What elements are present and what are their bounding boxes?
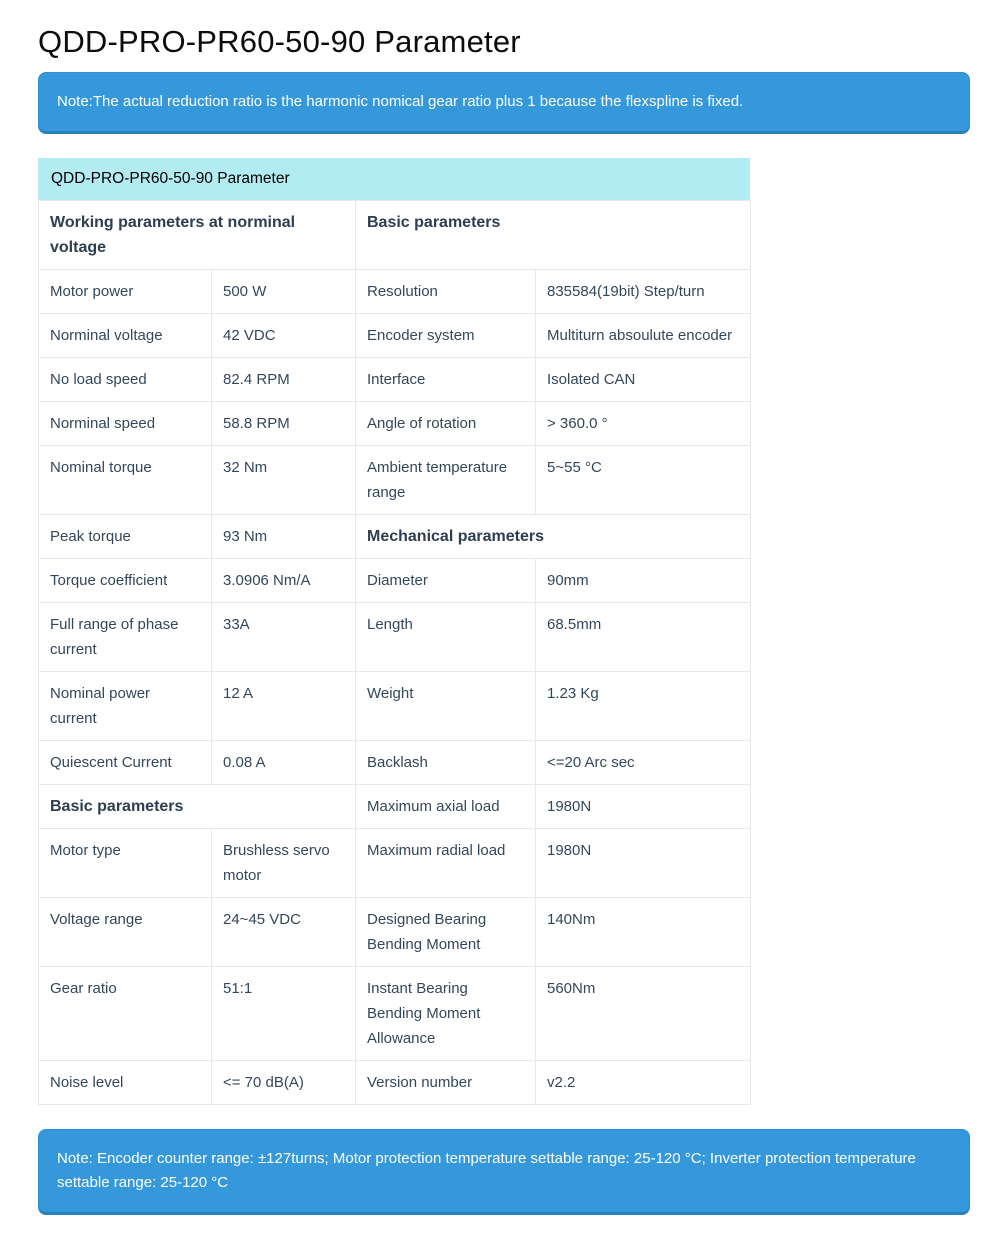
param-value-cell: 58.8 RPM bbox=[212, 402, 356, 446]
section-header-cell: Basic parameters bbox=[39, 785, 356, 829]
param-value-cell: 1.23 Kg bbox=[536, 672, 751, 741]
param-value-cell: 12 A bbox=[212, 672, 356, 741]
param-name-cell: Backlash bbox=[356, 741, 536, 785]
param-name-cell: Norminal speed bbox=[39, 402, 212, 446]
parameter-table bbox=[38, 200, 751, 1105]
param-value-cell: 560Nm bbox=[536, 967, 751, 1061]
param-name-cell: Length bbox=[356, 603, 536, 672]
param-name-cell: Nominal power current bbox=[39, 672, 212, 741]
table-row bbox=[39, 741, 751, 785]
param-name-cell: Peak torque bbox=[39, 515, 212, 559]
table-row bbox=[39, 402, 751, 446]
param-value-cell: Brushless servo motor bbox=[212, 829, 356, 898]
section-header-cell: Working parameters at norminal voltage bbox=[39, 201, 356, 270]
param-value-cell: 0.08 A bbox=[212, 741, 356, 785]
param-value-cell: 82.4 RPM bbox=[212, 358, 356, 402]
param-value-cell: 24~45 VDC bbox=[212, 898, 356, 967]
bottom-note-banner bbox=[38, 1129, 970, 1215]
table-row bbox=[39, 446, 751, 515]
top-note-banner bbox=[38, 72, 970, 134]
table-row bbox=[39, 358, 751, 402]
table-row bbox=[39, 785, 751, 829]
param-name-cell: Angle of rotation bbox=[356, 402, 536, 446]
param-name-cell: Version number bbox=[356, 1061, 536, 1105]
bottom-note-text: Note: Encoder counter range: ±127turns; Motor protection temperature settable range: 25-120 °C; Inverter protection temperature settable range: 25-120 °C bbox=[57, 1150, 916, 1191]
param-name-cell: Interface bbox=[356, 358, 536, 402]
param-name-cell: Encoder system bbox=[356, 314, 536, 358]
param-name-cell: Torque coefficient bbox=[39, 559, 212, 603]
table-row bbox=[39, 829, 751, 898]
table-row bbox=[39, 201, 751, 270]
param-value-cell: 51:1 bbox=[212, 967, 356, 1061]
table-row bbox=[39, 967, 751, 1061]
parameter-table-body bbox=[39, 201, 751, 1105]
param-name-cell: Instant Bearing Bending Moment Allowance bbox=[356, 967, 536, 1061]
param-value-cell: 1980N bbox=[536, 829, 751, 898]
param-name-cell: Quiescent Current bbox=[39, 741, 212, 785]
param-name-cell: Ambient temperature range bbox=[356, 446, 536, 515]
param-name-cell: Motor power bbox=[39, 270, 212, 314]
table-row bbox=[39, 559, 751, 603]
table-row bbox=[39, 270, 751, 314]
param-name-cell: Maximum axial load bbox=[356, 785, 536, 829]
param-name-cell: Voltage range bbox=[39, 898, 212, 967]
param-value-cell: Isolated CAN bbox=[536, 358, 751, 402]
param-name-cell: Maximum radial load bbox=[356, 829, 536, 898]
param-value-cell: 1980N bbox=[536, 785, 751, 829]
param-value-cell: 500 W bbox=[212, 270, 356, 314]
param-value-cell: 140Nm bbox=[536, 898, 751, 967]
param-value-cell: v2.2 bbox=[536, 1061, 751, 1105]
param-name-cell: Diameter bbox=[356, 559, 536, 603]
param-value-cell: 33A bbox=[212, 603, 356, 672]
param-name-cell: No load speed bbox=[39, 358, 212, 402]
param-value-cell: Multiturn absoulute encoder bbox=[536, 314, 751, 358]
table-row bbox=[39, 515, 751, 559]
param-value-cell: <=20 Arc sec bbox=[536, 741, 751, 785]
param-value-cell: > 360.0 ° bbox=[536, 402, 751, 446]
param-name-cell: Norminal voltage bbox=[39, 314, 212, 358]
param-name-cell: Gear ratio bbox=[39, 967, 212, 1061]
param-value-cell: 32 Nm bbox=[212, 446, 356, 515]
page-title: QDD-PRO-PR60-50-90 Parameter bbox=[38, 24, 521, 59]
param-name-cell: Resolution bbox=[356, 270, 536, 314]
top-note-text: Note:The actual reduction ratio is the harmonic nomical gear ratio plus 1 because the flexspline is fixed. bbox=[57, 93, 744, 110]
table-title-bar bbox=[38, 158, 750, 200]
param-value-cell: 68.5mm bbox=[536, 603, 751, 672]
table-row bbox=[39, 672, 751, 741]
table-row bbox=[39, 603, 751, 672]
param-value-cell: <= 70 dB(A) bbox=[212, 1061, 356, 1105]
table-title-text: QDD-PRO-PR60-50-90 Parameter bbox=[51, 170, 290, 187]
param-name-cell: Nominal torque bbox=[39, 446, 212, 515]
param-value-cell: 93 Nm bbox=[212, 515, 356, 559]
param-name-cell: Full range of phase current bbox=[39, 603, 212, 672]
param-name-cell: Weight bbox=[356, 672, 536, 741]
section-header-cell: Basic parameters bbox=[356, 201, 751, 270]
table-row bbox=[39, 1061, 751, 1105]
param-value-cell: 5~55 °C bbox=[536, 446, 751, 515]
param-value-cell: 835584(19bit) Step/turn bbox=[536, 270, 751, 314]
parameter-table-section bbox=[38, 158, 750, 1105]
param-name-cell: Designed Bearing Bending Moment bbox=[356, 898, 536, 967]
param-name-cell: Motor type bbox=[39, 829, 212, 898]
table-row bbox=[39, 898, 751, 967]
param-value-cell: 42 VDC bbox=[212, 314, 356, 358]
param-name-cell: Noise level bbox=[39, 1061, 212, 1105]
section-header-cell: Mechanical parameters bbox=[356, 515, 751, 559]
param-value-cell: 3.0906 Nm/A bbox=[212, 559, 356, 603]
table-row bbox=[39, 314, 751, 358]
param-value-cell: 90mm bbox=[536, 559, 751, 603]
